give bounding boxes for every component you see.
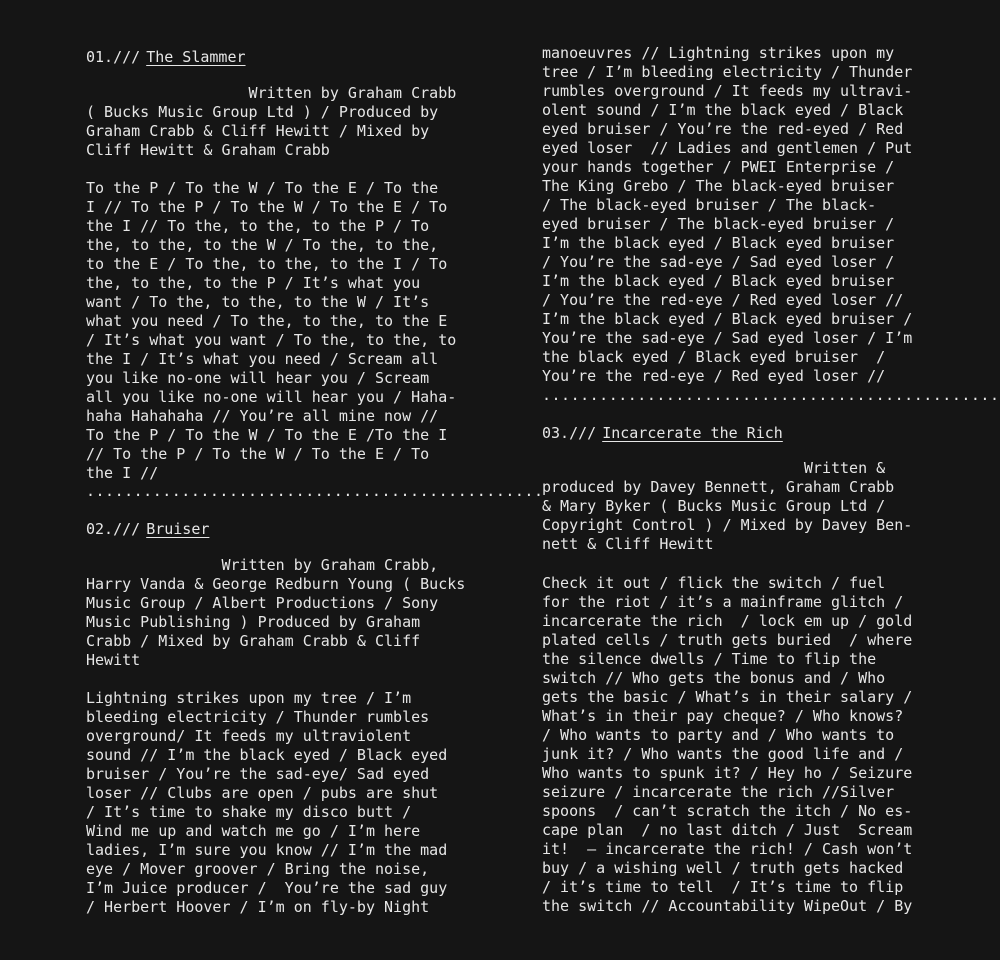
track-heading-incarcerate — [542, 424, 783, 443]
track-credits-bruiser: Written by Graham Crabb, Harry Vanda & George Redburn Young ( Bucks Music Group / Albert Productions / Sony Music Publishing ) Produced by Graham Crabb / Mixed by Graham Crabb & Cliff Hewitt — [86, 556, 466, 669]
section-divider: ................................................ — [542, 386, 1000, 404]
track-number: 01./// — [86, 48, 141, 66]
track-lyrics-bruiser: Lightning strikes upon my tree / I’m bleeding electricity / Thunder rumbles overground/ It feeds my ultraviolent sound // I’m the black eyed / Black eyed bruiser / You’re the sad-eye/ Sad eyed loser // Clubs are open / pubs are shut / It’s time to shake my disco butt / Wind me up and watch me go / I’m here ladies, I’m sure you know // I’m the mad eye / Mover groover / Bring the noise, I’m Juice producer / You’re the sad guy / Herbert Hoover / I’m on fly-by Night — [86, 689, 448, 916]
track-title: The Slammer — [146, 48, 246, 66]
track-number: 03./// — [542, 424, 597, 442]
track-credits-slammer: Written by Graham Crabb ( Bucks Music Group Ltd ) / Produced by Graham Crabb & Cliff Hewitt / Mixed by Cliff Hewitt & Graham Crabb — [86, 84, 457, 159]
section-divider: ................................................ — [86, 482, 544, 500]
track-title: Bruiser — [146, 520, 210, 538]
track-lyrics-incarcerate: Check it out / flick the switch / fuel for the riot / it’s a mainframe glitch / incarcerate the rich / lock em up / gold plated cells / truth gets buried / where the silence dwells / Time to flip the switch // Who gets the bonus and / Who gets the basic / What’s in their salary / What’s in their pay cheque? / Who knows? / Who wants to party and / Who wants to junk it? / Who wants the good life and / Who wants to spunk it? / Hey ho / Seizure seizure / incarcerate the rich //Silver spoons / can’t scratch the itch / No es- cape plan / no last ditch / Just Scream it! — incarcerate the rich! / Cash won’t buy / a wishing well / truth gets hacked / it’s time to tell / It’s time to flip the switch // Accountability WipeOut / By — [542, 574, 913, 915]
track-lyrics-slammer: To the P / To the W / To the E / To the I // To the P / To the W / To the E / To the I // To the, to the, to the P / To the, to the, to the W / To the, to the, to the E / To the, to the, to the I / To the, to the, to the P / It’s what you want / To the, to the, to the W / It’s what you need / To the, to the, to the E / It’s what you want / To the, to the, to the I / It’s what you need / Scream all you like no-one will hear you / Scream all you like no-one will hear you / Haha- haha Hahahaha // You’re all mine now // To the P / To the W / To the E /To the I // To the P / To the W / To the E / To the I // — [86, 179, 457, 482]
track-title: Incarcerate the Rich — [602, 424, 783, 442]
track-heading-bruiser — [86, 520, 209, 539]
track-heading-slammer — [86, 48, 246, 67]
track-lyrics-bruiser-continued: manoeuvres // Lightning strikes upon my tree / I’m bleeding electricity / Thunder rumbles overground / It feeds my ultravi- olent sound / I’m the black eyed / Black eyed bruiser / You’re the red-eyed / Red eyed loser // Ladies and gentlemen / Put your hands together / PWEI Enterprise / The King Grebo / The black-eyed bruiser / The black-eyed bruiser / The black- eyed bruiser / The black-eyed bruiser / I’m the black eyed / Black eyed bruiser / You’re the sad-eye / Sad eyed loser / I’m the black eyed / Black eyed bruiser / You’re the red-eye / Red eyed loser // I’m the black eyed / Black eyed bruiser / You’re the sad-eye / Sad eyed loser / I’m the black eyed / Black eyed bruiser / You’re the red-eye / Red eyed loser // — [542, 44, 913, 385]
track-credits-incarcerate: Written & produced by Davey Bennett, Graham Crabb & Mary Byker ( Bucks Music Group Ltd / Copyright Control ) / Mixed by Davey Ben- nett & Cliff Hewitt — [542, 459, 913, 553]
track-number: 02./// — [86, 520, 141, 538]
